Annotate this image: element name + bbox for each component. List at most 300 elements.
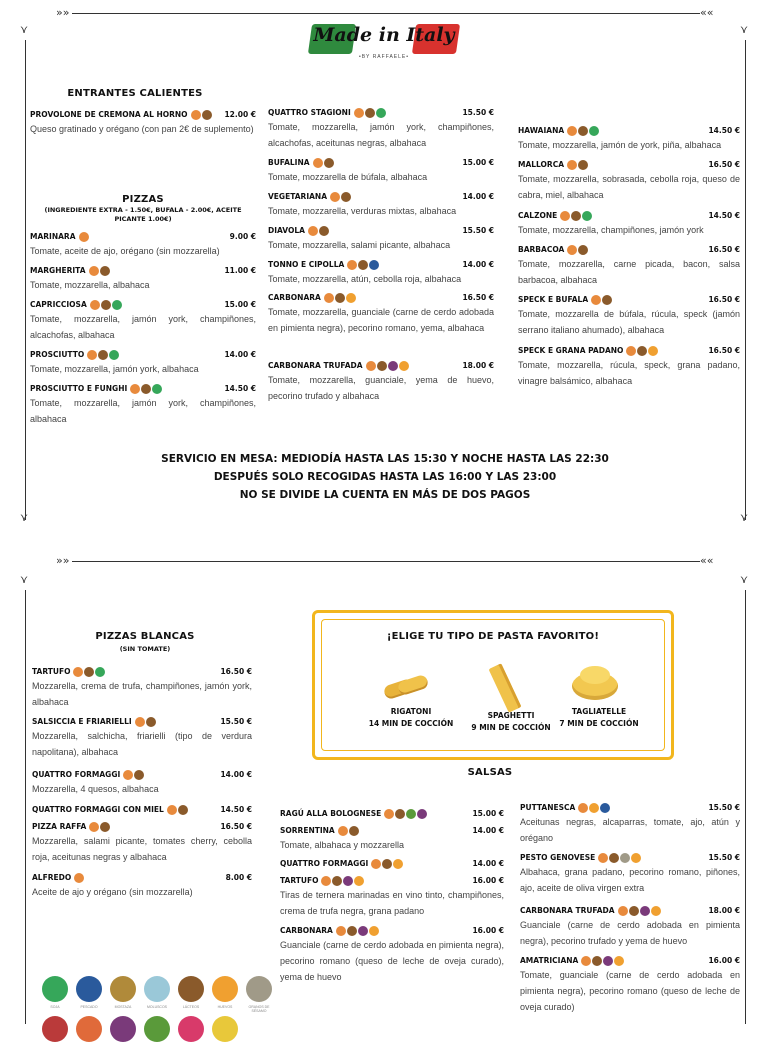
gluten-icon: [313, 158, 323, 168]
pasta-type-label: [546, 706, 652, 730]
left-border-line: [25, 590, 26, 1024]
lactose-icon: [332, 876, 342, 886]
legend-label: HUEVOS: [217, 1005, 233, 1009]
mollusc-icon: [144, 976, 170, 1002]
lactose-icon: [84, 667, 94, 677]
logo-by: •BY RAFFAELE•: [358, 54, 410, 60]
item-name: PUTTANESCA: [520, 803, 576, 812]
egg-icon: [212, 976, 238, 1002]
nuts-icon: [388, 361, 398, 371]
lactose-icon: [178, 805, 188, 815]
top-border-line: [72, 13, 700, 14]
legend-label: SOJA: [50, 1005, 60, 1009]
gluten-icon: [567, 126, 577, 136]
gluten-icon: [130, 384, 140, 394]
celery-icon: [406, 809, 416, 819]
item-desc: Tomate, mozzarella, jamón york, albahaca: [30, 364, 199, 374]
allergen-icon: [178, 1016, 204, 1042]
menu-item: [518, 293, 740, 338]
menu-item: [280, 874, 504, 919]
right-border-line: [745, 590, 746, 1024]
gluten-icon: [308, 226, 318, 236]
tagliatelle-shape: [580, 666, 610, 684]
service-notice: [30, 450, 740, 504]
left-border-arrow-icon: ⋎: [20, 23, 29, 36]
arrow-right-icon: »»: [56, 554, 70, 567]
pasta-type-name: SPAGHETTI: [487, 711, 535, 720]
lactose-icon: [592, 956, 602, 966]
item-price: 14.00 €: [224, 350, 256, 359]
allergen-icons: [578, 803, 611, 813]
allergen-icons: [567, 245, 589, 255]
item-price: 8.00 €: [225, 873, 252, 882]
item-desc: Mozzarella, crema de trufa, champiñones, jamón york, albahaca: [32, 681, 252, 707]
item-desc: Tomate, albahaca y mozzarella: [280, 840, 405, 850]
lactose-icon: [100, 822, 110, 832]
gluten-icon: [338, 826, 348, 836]
nuts-icon: [640, 906, 650, 916]
egg-icon: [399, 361, 409, 371]
item-price: 16.50 €: [462, 293, 494, 302]
item-desc: Tomate, mozzarella, jamón de york, piña, albahaca: [518, 140, 722, 150]
menu-item: [30, 108, 256, 137]
sesame-icon: [620, 853, 630, 863]
item-price: 18.00 €: [462, 361, 494, 370]
item-desc: Aceitunas negras, alcaparras, tomate, ajo, atún y orégano: [520, 817, 740, 843]
item-price: 15.50 €: [462, 108, 494, 117]
menu-item: [518, 344, 740, 389]
item-name: DIAVOLA: [268, 226, 305, 235]
lactose-icon: [100, 266, 110, 276]
gluten-icon: [560, 211, 570, 221]
allergen-icons: [347, 260, 380, 270]
menu-item: [268, 258, 494, 287]
menu-item: [30, 298, 256, 343]
fish-icon: [76, 976, 102, 1002]
right-border-line: [745, 40, 746, 520]
menu-item: [30, 348, 256, 377]
allergen-icons: [354, 108, 387, 118]
rigatoni-shape: [397, 674, 430, 697]
item-desc: Tomate, mozzarella, guanciale (carne de cerdo adobada en pimienta negra), pecorino romano, yema, albahaca: [268, 307, 494, 333]
lactose-icon: [319, 226, 329, 236]
item-price: 14.00 €: [462, 192, 494, 201]
menu-item: [280, 807, 504, 820]
item-desc: Mozzarella, salchicha, friarielli (tipo de verdura napolitana), albahaca: [32, 731, 252, 757]
item-name: SPECK E GRANA PADANO: [518, 346, 624, 355]
left-border-arrow-icon: ⋎: [20, 573, 29, 586]
egg-icon: [589, 803, 599, 813]
item-price: 16.50 €: [708, 160, 740, 169]
item-desc: Tomate, mozzarella, verduras mixtas, albahaca: [268, 206, 457, 216]
gluten-icon: [567, 160, 577, 170]
item-name: ALFREDO: [32, 873, 72, 882]
item-price: 14.50 €: [708, 211, 740, 220]
allergen-icon: [42, 1016, 68, 1042]
item-name: CALZONE: [518, 211, 558, 220]
lactose-icon: [578, 160, 588, 170]
allergen-icons: [366, 361, 410, 371]
item-name: RAGÚ ALLA BOLOGNESE: [280, 809, 382, 818]
gluten-icon: [330, 192, 340, 202]
item-name: TONNO E CIPOLLA: [268, 260, 345, 269]
allergen-icons: [567, 126, 600, 136]
item-price: 14.00 €: [472, 826, 504, 835]
logo: [306, 20, 462, 70]
logo-text: Made in Italy: [313, 24, 455, 46]
item-name: CARBONARA TRUFADA: [268, 361, 363, 370]
arrow-right-icon: »»: [56, 6, 70, 19]
item-name: MALLORCA: [518, 160, 565, 169]
item-price: 14.00 €: [472, 859, 504, 868]
item-name: QUATTRO FORMAGGI: [280, 859, 369, 868]
gluten-icon: [324, 293, 334, 303]
item-desc: Tomate, mozzarella de búfala, rúcula, speck (jamón serrano italiano ahumado), albahaca: [518, 309, 740, 335]
item-price: 18.00 €: [708, 906, 740, 915]
item-price: 15.50 €: [220, 717, 252, 726]
sesame-icon: [246, 976, 272, 1002]
pasta-type-time: 7 MIN DE COCCIÓN: [559, 719, 639, 728]
item-desc: Mozzarella, 4 quesos, albahaca: [32, 784, 159, 794]
allergen-icon: [212, 1016, 238, 1042]
menu-item: [268, 106, 494, 151]
item-desc: Tomate, mozzarella, rúcula, speck, grana padano, vinagre balsámico, albahaca: [518, 360, 740, 386]
item-price: 16.50 €: [708, 295, 740, 304]
arrow-left-icon: ««: [700, 554, 714, 567]
allergen-icons: [581, 956, 625, 966]
soja-icon: [376, 108, 386, 118]
rigatoni-image: [384, 676, 428, 702]
item-price: 14.00 €: [462, 260, 494, 269]
allergen-icons: [135, 717, 157, 727]
allergen-icons: [336, 926, 380, 936]
lactose-icon: [335, 293, 345, 303]
lactose-icon: [377, 361, 387, 371]
item-desc: Tomate, mozzarella, jamón york, champiñones, albahaca: [30, 398, 256, 424]
item-desc: Tomate, mozzarella, champiñones, jamón york: [518, 225, 704, 235]
right-border-arrow-icon: ⋎: [740, 573, 749, 586]
mid-border-line: [72, 561, 700, 562]
gluten-icon: [366, 361, 376, 371]
legend-label: PESCADO: [80, 1005, 98, 1009]
blancas-subtitle: (SIN TOMATE): [119, 645, 171, 653]
gluten-icon: [90, 300, 100, 310]
soja-icon: [112, 300, 122, 310]
lactose-icon: [365, 108, 375, 118]
menu-item: [520, 801, 740, 846]
item-price: 15.00 €: [224, 300, 256, 309]
gluten-icon: [89, 822, 99, 832]
item-name: VEGETARIANA: [268, 192, 327, 201]
item-name: CARBONARA: [268, 293, 321, 302]
item-name: PROVOLONE DE CREMONA AL HORNO: [30, 110, 188, 119]
item-name: BUFALINA: [268, 158, 310, 167]
item-desc: Guanciale (carne de cerdo adobada en pimienta negra), pecorino romano (queso de leche de oveja curado), yema de huevo: [280, 940, 504, 982]
gluten-icon: [347, 260, 357, 270]
item-desc: Tomate, mozzarella, atún, cebolla roja, albahaca: [268, 274, 462, 284]
gluten-icon: [578, 803, 588, 813]
soja-icon: [589, 126, 599, 136]
blancas-title: PIZZAS BLANCAS: [95, 631, 195, 642]
lactose-icon: [602, 295, 612, 305]
nuts-icon: [417, 809, 427, 819]
item-name: PROSCIUTTO: [30, 350, 85, 359]
allergen-icons: [74, 873, 85, 883]
item-name: SORRENTINA: [280, 826, 335, 835]
soja-icon: [109, 350, 119, 360]
item-name: QUATTRO FORMAGGI CON MIEL: [32, 805, 164, 814]
lactose-icon: [347, 926, 357, 936]
gluten-icon: [591, 295, 601, 305]
pasta-type-name: TAGLIATELLE: [571, 707, 627, 716]
notice-line: SERVICIO EN MESA: MEDIODÍA HASTA LAS 15:30 Y NOCHE HASTA LAS 22:30: [161, 453, 609, 465]
lactose-icon: [101, 300, 111, 310]
gluten-icon: [191, 110, 201, 120]
allergen-icons: [371, 859, 404, 869]
menu-item: [32, 803, 252, 816]
gluten-icon: [79, 232, 89, 242]
item-name: PIZZA RAFFA: [32, 822, 87, 831]
menu-item: [520, 851, 740, 896]
item-name: SPECK E BUFALA: [518, 295, 589, 304]
nuts-icon: [343, 876, 353, 886]
allergen-icons: [324, 293, 357, 303]
item-name: HAWAIANA: [518, 126, 565, 135]
egg-icon: [393, 859, 403, 869]
gluten-icon: [618, 906, 628, 916]
menu-item: [30, 382, 256, 427]
item-desc: Tomate, mozzarella, guanciale, yema de huevo, pecorino trufado y albahaca: [268, 375, 494, 401]
notice-line: NO SE DIVIDE LA CUENTA EN MÁS DE DOS PAGOS: [239, 489, 531, 501]
lactose-icon: [609, 853, 619, 863]
egg-icon: [648, 346, 658, 356]
soja-icon: [95, 667, 105, 677]
egg-icon: [354, 876, 364, 886]
lactose-icon: [578, 245, 588, 255]
menu-item: [280, 857, 504, 870]
allergen-icons: [89, 822, 111, 832]
right-border-arrow-icon: ⋎: [740, 23, 749, 36]
lactose-icon: [202, 110, 212, 120]
gluten-icon: [123, 770, 133, 780]
menu-item: [518, 209, 740, 238]
gluten-icon: [581, 956, 591, 966]
gluten-icon: [135, 717, 145, 727]
lactose-icon: [349, 826, 359, 836]
nuts-icon: [603, 956, 613, 966]
gluten-icon: [321, 876, 331, 886]
fish-icon: [600, 803, 610, 813]
item-desc: Tomate, mozzarella, jamón york, champiñones, alcachofas, aceitunas negras, albahaca: [268, 122, 494, 148]
menu-item: [32, 820, 252, 865]
menu-item: [518, 243, 740, 288]
item-desc: Albahaca, grana padano, pecorino romano, piñones, ajo, aceite de oliva virgen extra: [520, 867, 740, 893]
nuts-icon: [358, 926, 368, 936]
gluten-icon: [371, 859, 381, 869]
item-price: 14.50 €: [224, 384, 256, 393]
salsas-title: SALSAS: [467, 767, 513, 778]
lactose-icon: [629, 906, 639, 916]
gluten-icon: [167, 805, 177, 815]
item-price: 16.00 €: [472, 876, 504, 885]
menu-item: [268, 156, 494, 185]
menu-item: [32, 871, 252, 900]
egg-icon: [614, 956, 624, 966]
soja-icon: [152, 384, 162, 394]
gluten-icon: [598, 853, 608, 863]
lactose-icon: [571, 211, 581, 221]
pasta-type-name: RIGATONI: [390, 707, 432, 716]
allergen-icons: [338, 826, 360, 836]
item-price: 15.00 €: [472, 809, 504, 818]
pizzas-title: PIZZAS: [122, 194, 164, 205]
menu-item: [280, 924, 504, 985]
allergen-icons: [73, 667, 106, 677]
allergen-icons: [560, 211, 593, 221]
item-name: SALSICCIA E FRIARIELLI: [32, 717, 132, 726]
item-price: 16.50 €: [220, 822, 252, 831]
item-desc: Aceite de ajo y orégano (sin mozzarella): [32, 887, 193, 897]
allergen-icons: [313, 158, 335, 168]
gluten-icon: [74, 873, 84, 883]
item-price: 14.00 €: [220, 770, 252, 779]
lactose-icon: [358, 260, 368, 270]
egg-icon: [346, 293, 356, 303]
allergen-icons: [321, 876, 365, 886]
item-name: CARBONARA TRUFADA: [520, 906, 615, 915]
allergen-icons: [90, 300, 123, 310]
menu-item: [32, 665, 252, 710]
allergen-icons: [167, 805, 189, 815]
item-desc: Tomate, mozzarella, sobrasada, cebolla roja, queso de cabra, miel, albahaca: [518, 174, 740, 200]
allergen-icons: [618, 906, 662, 916]
legend-label: GRANOS DE SÉSAMO: [248, 1005, 270, 1013]
lactose-icon: [134, 770, 144, 780]
allergen-icons: [384, 809, 428, 819]
allergen-icons: [330, 192, 352, 202]
allergen-icons: [79, 232, 90, 242]
item-name: AMATRICIANA: [520, 956, 579, 965]
item-desc: Tomate, mozzarella, albahaca: [30, 280, 150, 290]
allergen-icons: [123, 770, 145, 780]
allergen-icons: [591, 295, 613, 305]
item-desc: Tiras de ternera marinadas en vino tinto, champiñones, crema de trufa negra, grana padano: [280, 890, 504, 916]
allergen-icon: [76, 1016, 102, 1042]
lactose-icon: [146, 717, 156, 727]
item-price: 15.50 €: [708, 853, 740, 862]
item-name: TARTUFO: [280, 876, 319, 885]
menu-item: [30, 264, 256, 293]
item-name: TARTUFO: [32, 667, 71, 676]
notice-line: DESPUÉS SOLO RECOGIDAS HASTA LAS 16:00 Y LAS 23:00: [213, 471, 557, 483]
lactose-icon: [178, 976, 204, 1002]
left-border-line: [25, 40, 26, 520]
pasta-type-time: 9 MIN DE COCCIÓN: [471, 723, 551, 732]
item-name: QUATTRO FORMAGGI: [32, 770, 121, 779]
lactose-icon: [395, 809, 405, 819]
lactose-icon: [98, 350, 108, 360]
legend-label: MOSTAZA: [114, 1005, 132, 1009]
item-desc: Tomate, mozzarella, carne picada, bacon, salsa barbacoa, albahaca: [518, 259, 740, 285]
spaghetti-shape: [489, 663, 522, 712]
gluten-icon: [626, 346, 636, 356]
soja-icon: [582, 211, 592, 221]
menu-item: [518, 124, 740, 153]
item-desc: Tomate, mozzarella, salami picante, albahaca: [268, 240, 451, 250]
tagliatelle-image: [572, 666, 618, 702]
legend-label: LÁCTEOS: [182, 1005, 200, 1009]
menu-item: [268, 190, 494, 219]
lactose-icon: [341, 192, 351, 202]
lactose-icon: [324, 158, 334, 168]
pasta-title: ¡ELIGE TU TIPO DE PASTA FAVORITO!: [386, 631, 600, 642]
item-desc: Guanciale (carne de cerdo adobada en pimienta negra), pecorino trufado y yema de huevo: [520, 920, 740, 946]
allergen-legend: [42, 976, 272, 1024]
menu-item: [32, 768, 252, 797]
item-name: QUATTRO STAGIONI: [268, 108, 351, 117]
celery-icon: [144, 1016, 170, 1042]
egg-icon: [631, 853, 641, 863]
menu-item: [520, 954, 740, 1015]
egg-icon: [369, 926, 379, 936]
item-price: 16.00 €: [708, 956, 740, 965]
item-name: MARGHERITA: [30, 266, 86, 275]
menu-item: [268, 224, 494, 253]
arrow-left-icon: ««: [700, 6, 714, 19]
item-price: 15.00 €: [462, 158, 494, 167]
gluten-icon: [87, 350, 97, 360]
item-price: 16.50 €: [708, 245, 740, 254]
allergen-icons: [191, 110, 213, 120]
allergen-icons: [626, 346, 659, 356]
menu-item: [32, 715, 252, 760]
item-name: MARINARA: [30, 232, 76, 241]
item-price: 15.50 €: [462, 226, 494, 235]
allergen-icons: [89, 266, 111, 276]
left-border-arrow-icon: ⋎: [20, 511, 29, 524]
menu-item: [518, 158, 740, 203]
legend-label: MOLUSCOS: [146, 1005, 168, 1009]
menu-item: [520, 904, 740, 949]
item-desc: Mozzarella, salami picante, tomates cherry, cebolla roja, aceitunas negras y albahaca: [32, 836, 252, 862]
item-name: BARBACOA: [518, 245, 565, 254]
pizzas-subtitle: (INGREDIENTE EXTRA - 1.50€, BUFALA - 2.00€, ACEITE PICANTE 1.00€): [44, 206, 242, 223]
allergen-icons: [567, 160, 589, 170]
menu-item: [280, 824, 504, 853]
spaghetti-image: [484, 664, 528, 708]
menu-item: [30, 230, 256, 259]
gluten-icon: [354, 108, 364, 118]
item-price: 14.50 €: [220, 805, 252, 814]
item-price: 14.50 €: [708, 126, 740, 135]
entrantes-title: ENTRANTES CALIENTES: [67, 88, 203, 99]
item-price: 16.50 €: [220, 667, 252, 676]
allergen-icons: [598, 853, 642, 863]
allergen-icons: [130, 384, 163, 394]
item-name: CARBONARA: [280, 926, 333, 935]
item-name: PESTO GENOVESE: [520, 853, 596, 862]
item-desc: Tomate, mozzarella de búfala, albahaca: [268, 172, 428, 182]
item-price: 11.00 €: [224, 266, 256, 275]
menu-item: [268, 359, 494, 404]
item-desc: Queso gratinado y orégano (con pan 2€ de suplemento): [30, 124, 254, 134]
nuts-icon: [110, 1016, 136, 1042]
egg-icon: [651, 906, 661, 916]
item-desc: Tomate, mozzarella, jamón york, champiñones, alcachofas, albahaca: [30, 314, 256, 340]
allergen-icons: [308, 226, 330, 236]
item-price: 15.50 €: [708, 803, 740, 812]
soja-icon: [42, 976, 68, 1002]
